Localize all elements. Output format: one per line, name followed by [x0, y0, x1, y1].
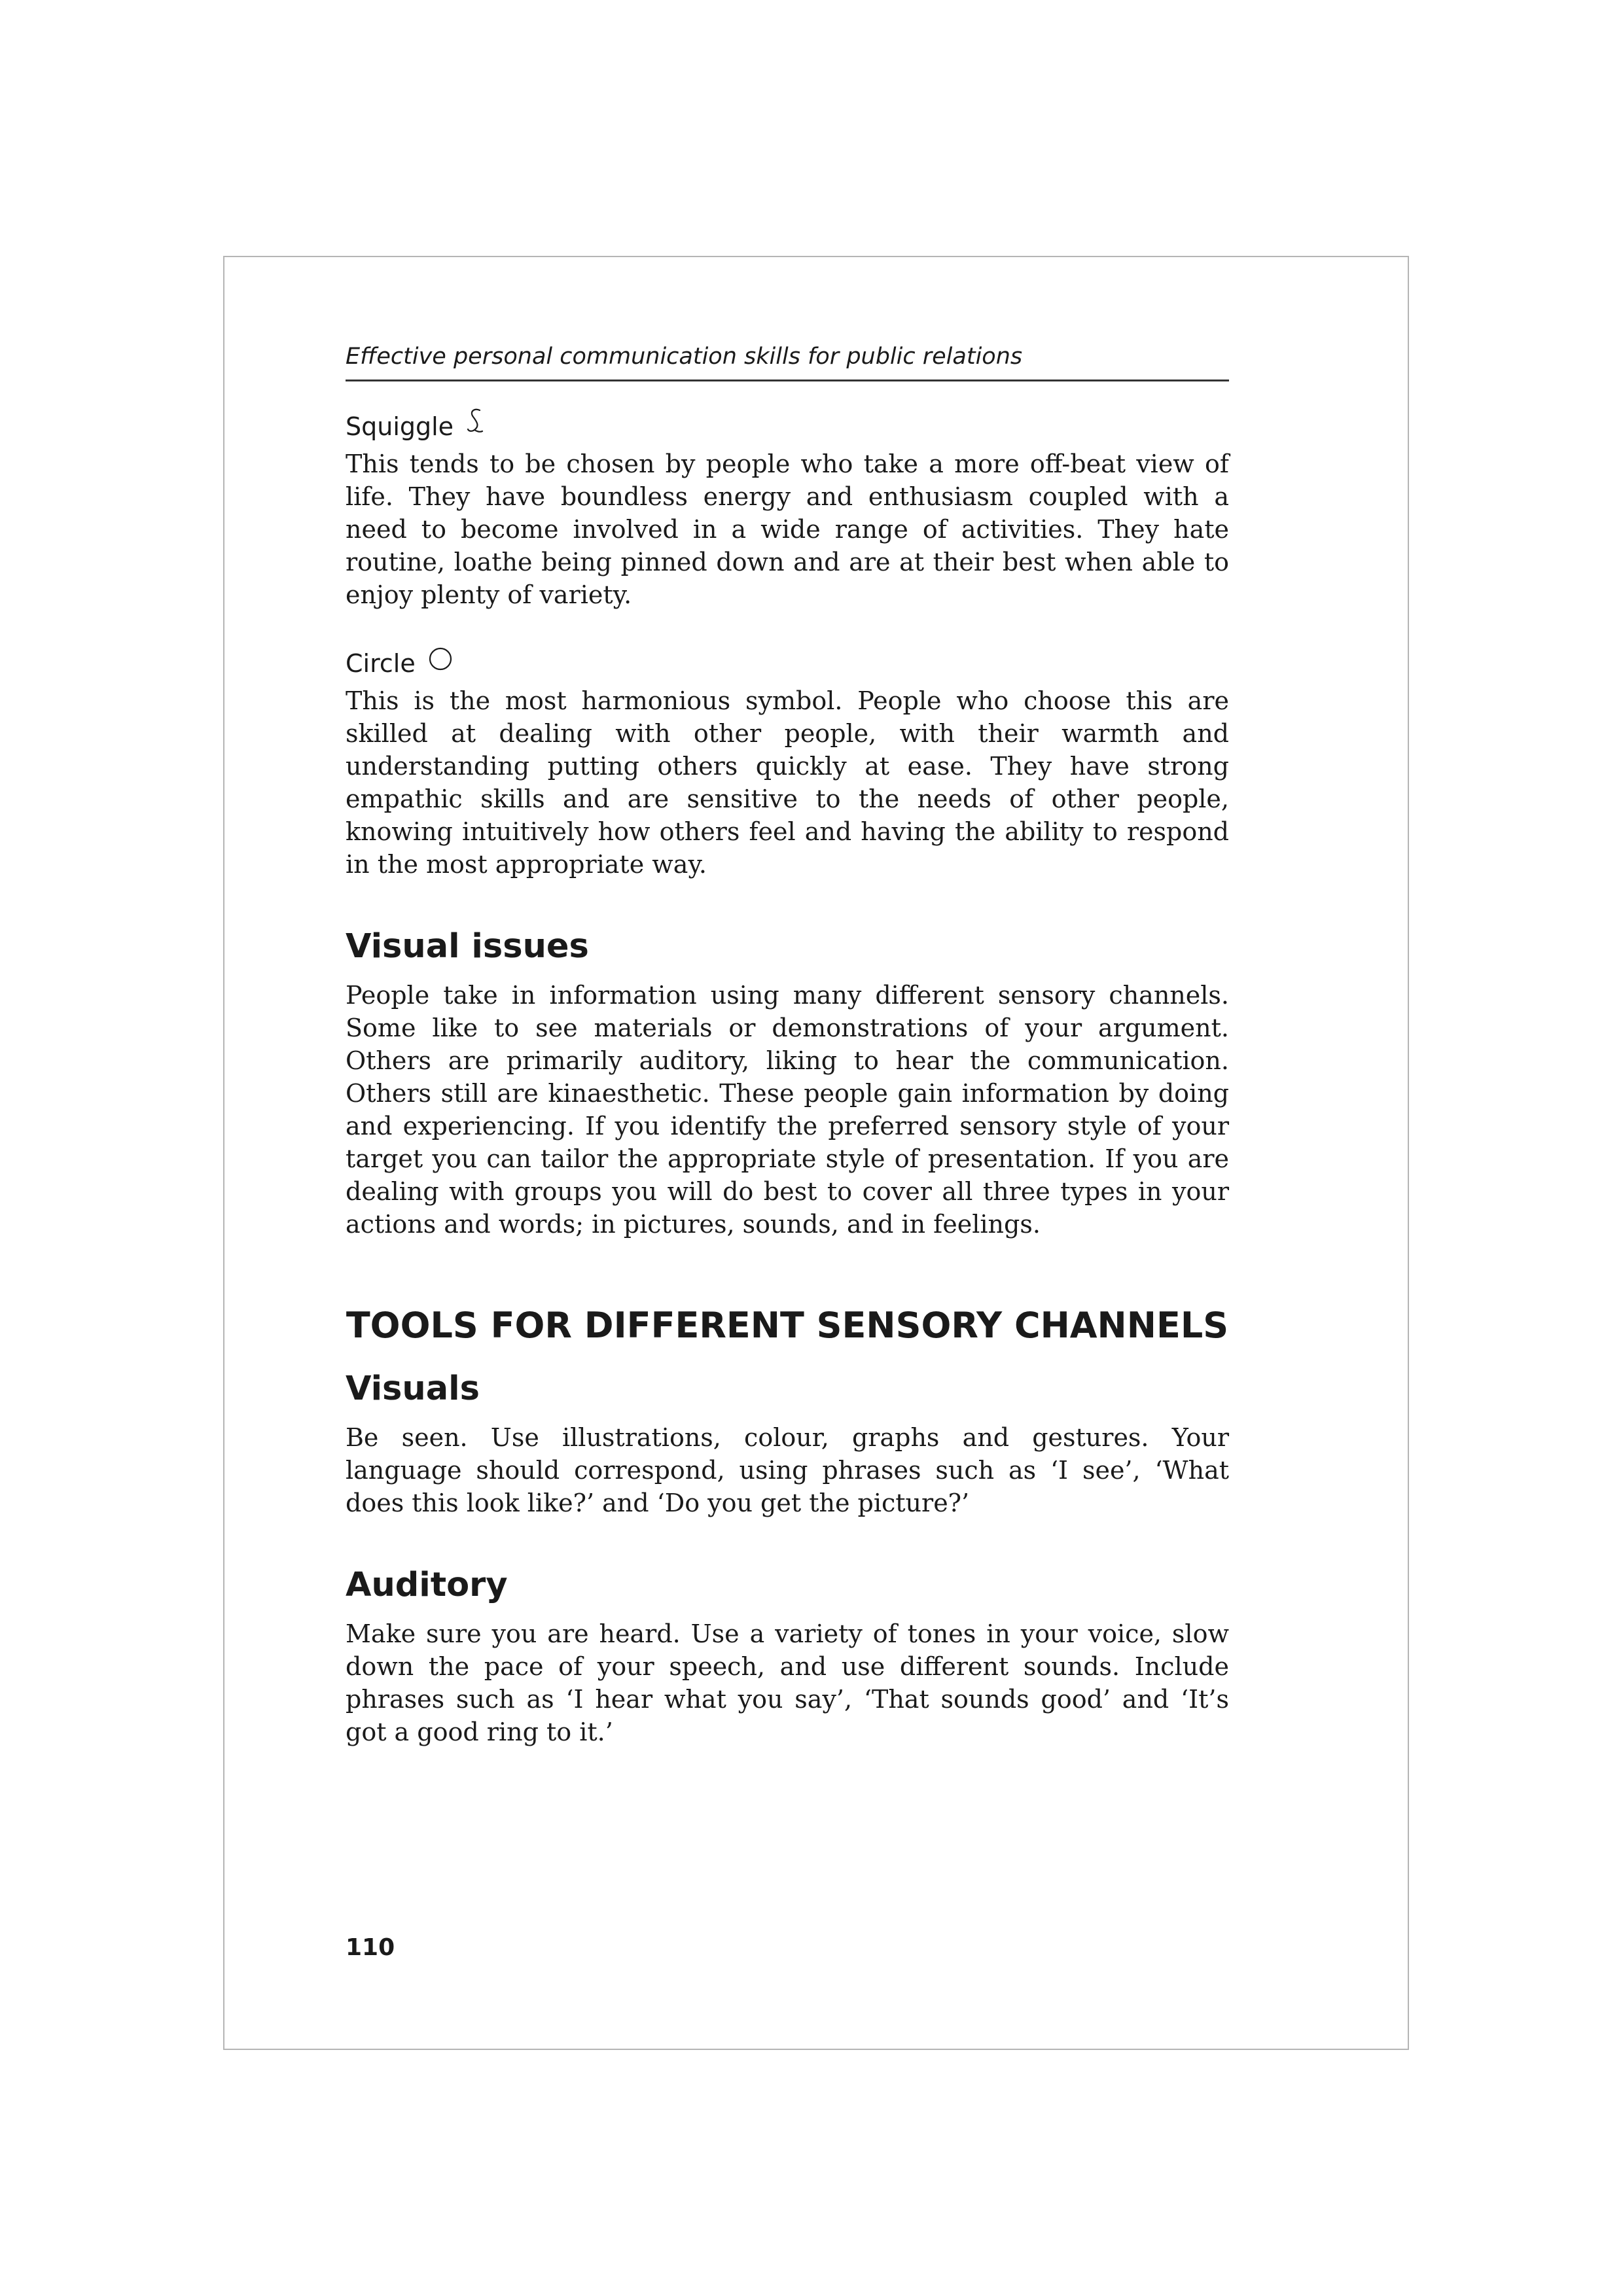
squiggle-icon — [465, 406, 485, 446]
circle-icon — [427, 644, 454, 683]
visual-issues-text: People take in information using many different sensory channels. Some like to see materials or demonstrations of your argument. Others are primarily auditory, liking to hear the communication. Others still are kinaesthetic. These people gain information by doing and experiencing. If you identify the preferred sensory style of your target you can tailor the appropriate style of presentation. If you are dealing with groups you will do best to cover all three types in your actions and words; in pictures, sounds, and in feelings. — [346, 981, 1229, 1239]
squiggle-label: Squiggle — [346, 412, 454, 441]
visuals-text: Be seen. Use illustrations, colour, graphs and gestures. Your language should correspond, using phrases such as ‘I see’, ‘What does this look like?’ and ‘Do you get the picture?’ — [346, 1423, 1229, 1517]
circle-heading — [346, 644, 1229, 683]
auditory-heading: Auditory — [346, 1566, 508, 1604]
circle-description: This is the most harmonious symbol. People who choose this are skilled at dealing with other people, with their warmth and understanding putting others quickly at ease. They have strong empathic skills and are sensitive to the needs of other people, knowing intuitively how others feel and having the ability to respond in the most appropriate way. — [346, 686, 1229, 879]
visual-issues-heading: Visual issues — [346, 927, 589, 966]
auditory-text: Make sure you are heard. Use a variety of tones in your voice, slow down the pace of your speech, and use different sounds. Include phrases such as ‘I hear what you say’, ‘That sounds good’ and ‘It’s got a good ring to it.’ — [346, 1619, 1229, 1746]
circle-label: Circle — [346, 649, 416, 678]
page-number: 110 — [346, 1934, 395, 1961]
chapter-heading: TOOLS FOR DIFFERENT SENSORY CHANNELS — [346, 1305, 1229, 1346]
page-content — [346, 340, 1229, 1748]
squiggle-description: This tends to be chosen by people who take a more off-beat view of life. They have boundless energy and enthusiasm coupled with a need to become involved in a wide range of activities. They hate routine, loathe being pinned down and are at their best when able to enjoy plenty of variety. — [346, 450, 1229, 609]
squiggle-heading — [346, 406, 1229, 446]
running-head: Effective personal communication skills for public relations — [346, 340, 1229, 381]
visuals-heading: Visuals — [346, 1369, 480, 1408]
